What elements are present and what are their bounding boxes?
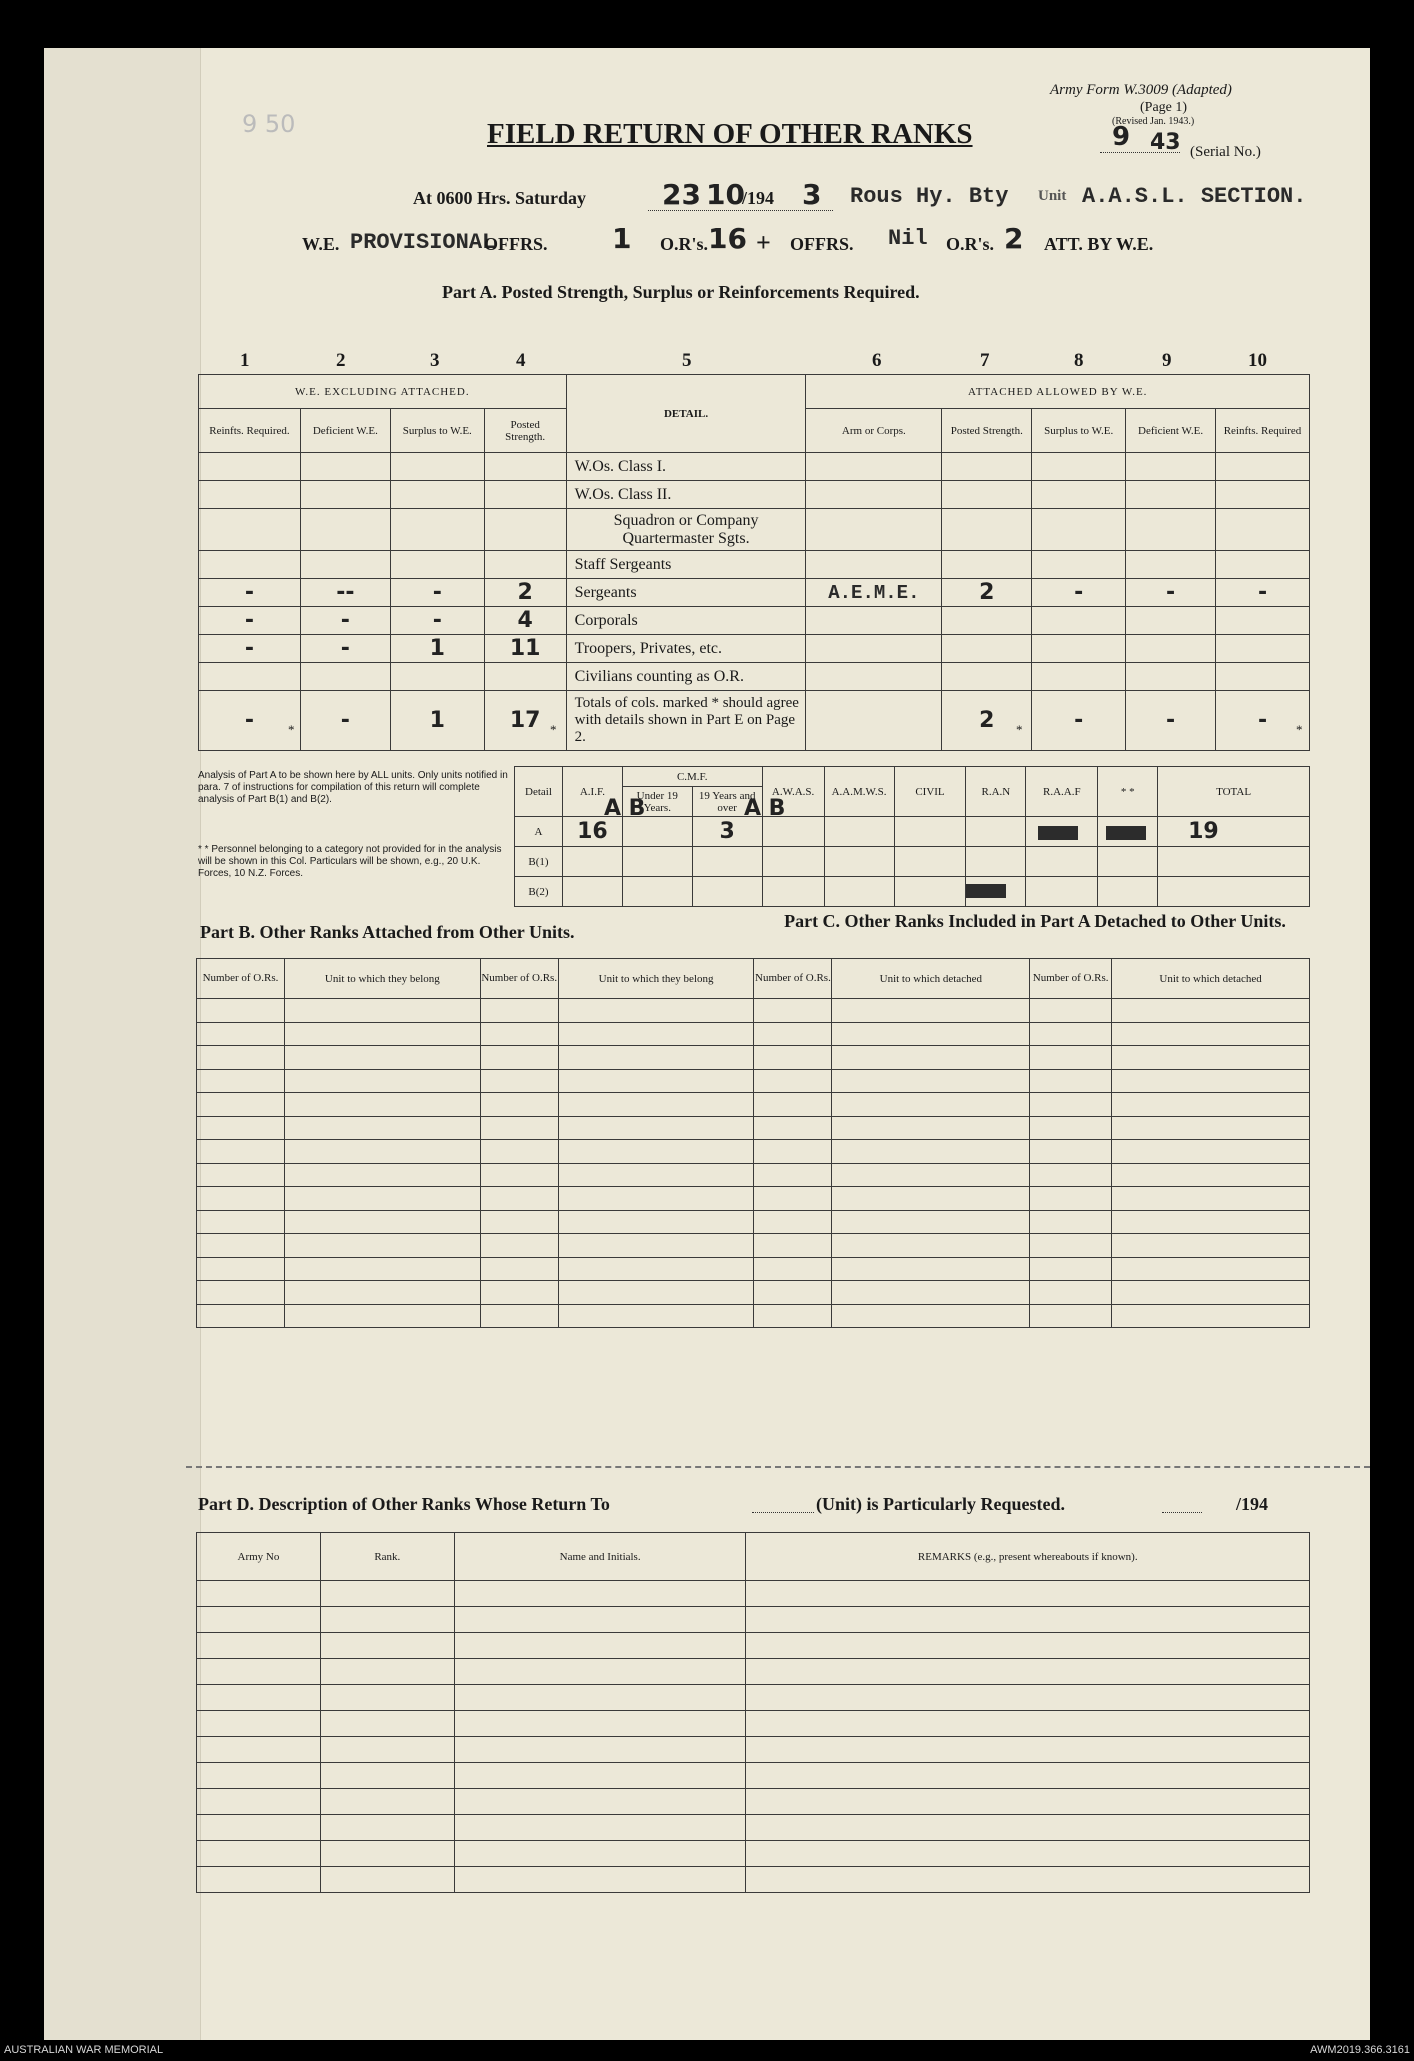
row-wo2-c1 bbox=[199, 481, 301, 509]
unit-typed: Rous Hy. Bty bbox=[850, 184, 1009, 209]
analysis-table bbox=[514, 766, 1310, 907]
row-pte-c6 bbox=[806, 635, 942, 663]
row-sgt-c7: 2 bbox=[942, 579, 1032, 607]
serial-year: 43 bbox=[1150, 130, 1181, 155]
offrs-value: 1 bbox=[612, 222, 632, 255]
row-ssgt-c3 bbox=[390, 551, 484, 579]
part-a-table bbox=[198, 374, 1310, 751]
detail-header: DETAIL. bbox=[566, 375, 806, 453]
row-cpl-c8 bbox=[1032, 607, 1126, 635]
blank-row bbox=[197, 1841, 1310, 1867]
offrs-label: OFFRS. bbox=[484, 234, 548, 254]
row-civ-c8 bbox=[1032, 663, 1126, 691]
row-wo2-detail: W.Os. Class II. bbox=[566, 481, 806, 509]
row-pte-c4: 11 bbox=[484, 635, 566, 663]
blank-row bbox=[197, 1711, 1310, 1737]
col-num-6: 6 bbox=[872, 350, 882, 371]
sub-header-posted: Posted Strength. bbox=[484, 409, 566, 453]
totals-c7: 2 bbox=[942, 691, 1032, 751]
row-cqms-detail: Squadron or Company Quartermaster Sgts. bbox=[566, 509, 806, 551]
row-cpl-c9 bbox=[1126, 607, 1216, 635]
row-wo2-c7 bbox=[942, 481, 1032, 509]
blank-row bbox=[197, 1581, 1310, 1607]
row-cpl-c3: - bbox=[390, 607, 484, 635]
hand-ab-cmf: A B bbox=[744, 796, 786, 821]
partb-num-header-2: Number of O.Rs. bbox=[480, 959, 558, 999]
row-ssgt-c2 bbox=[300, 551, 390, 579]
margin-mark: 9 50 bbox=[242, 110, 296, 138]
row-wo1-c9 bbox=[1126, 453, 1216, 481]
sub-header-surplus: Surplus to W.E. bbox=[390, 409, 484, 453]
blank-row bbox=[197, 1281, 1310, 1305]
table-row bbox=[199, 635, 1310, 663]
partc-unit-header-2: Unit to which detached bbox=[1112, 959, 1310, 999]
civil-header: CIVIL bbox=[894, 767, 966, 817]
awas-header: A.W.A.S. bbox=[762, 767, 824, 817]
totals-c2: - bbox=[300, 691, 390, 751]
ors2-value: 2 bbox=[1004, 222, 1024, 255]
row-cpl-c2: - bbox=[300, 607, 390, 635]
table-row bbox=[199, 481, 1310, 509]
section-typed: A.A.S.L. SECTION. bbox=[1082, 184, 1307, 209]
part-d-date-line bbox=[1162, 1512, 1202, 1513]
analysis-aamws-a bbox=[824, 817, 894, 847]
row-pte-c8 bbox=[1032, 635, 1126, 663]
row-ssgt-c9 bbox=[1126, 551, 1216, 579]
row-pte-detail: Troopers, Privates, etc. bbox=[566, 635, 806, 663]
row-sgt-c10: - bbox=[1216, 579, 1310, 607]
serial-label: (Serial No.) bbox=[1190, 144, 1261, 160]
partd-col-army-no: Army No bbox=[197, 1533, 321, 1581]
row-pte-c2: - bbox=[300, 635, 390, 663]
blank-row bbox=[197, 999, 1310, 1023]
totals-c6 bbox=[806, 691, 942, 751]
part-bc-body bbox=[197, 999, 1310, 1328]
part-d-unit-line bbox=[752, 1512, 814, 1513]
hand-ab-aif: A B bbox=[604, 796, 646, 821]
row-ssgt-c10 bbox=[1216, 551, 1310, 579]
date-year: 3 bbox=[802, 178, 822, 211]
analysis-total-a: 19 bbox=[1158, 817, 1310, 847]
row-pte-c1: - bbox=[199, 635, 301, 663]
row-civ-c1 bbox=[199, 663, 301, 691]
analysis-civil-a bbox=[894, 817, 966, 847]
we-label: W.E. bbox=[302, 234, 340, 254]
sub-header-deficient: Deficient W.E. bbox=[300, 409, 390, 453]
sub-header-reinfts: Reinfts. Required. bbox=[199, 409, 301, 453]
row-wo2-c9 bbox=[1126, 481, 1216, 509]
blank-row bbox=[197, 1163, 1310, 1187]
blank-row bbox=[197, 1140, 1310, 1164]
row-cqms-c7 bbox=[942, 509, 1032, 551]
row-ssgt-c4 bbox=[484, 551, 566, 579]
row-civ-c10 bbox=[1216, 663, 1310, 691]
analysis-row-label-b2: B(2) bbox=[515, 877, 563, 907]
partb-unit-header-1: Unit to which they belong bbox=[284, 959, 480, 999]
totals-c4: 17 bbox=[484, 691, 566, 751]
row-wo1-c8 bbox=[1032, 453, 1126, 481]
row-wo2-c8 bbox=[1032, 481, 1126, 509]
row-ssgt-c6 bbox=[806, 551, 942, 579]
blank-row bbox=[197, 1187, 1310, 1211]
row-ssgt-detail: Staff Sergeants bbox=[566, 551, 806, 579]
starstar-header: * * bbox=[1098, 767, 1158, 817]
row-sgt-c8: - bbox=[1032, 579, 1126, 607]
row-civ-c6 bbox=[806, 663, 942, 691]
blank-row bbox=[197, 1069, 1310, 1093]
part-d-date-tail: /194 bbox=[1236, 1494, 1269, 1514]
row-wo1-c4 bbox=[484, 453, 566, 481]
serial-handwritten: 9 bbox=[1112, 122, 1131, 152]
row-sgt-c6: A.E.M.E. bbox=[806, 579, 942, 607]
table-row bbox=[199, 551, 1310, 579]
row-pte-c9 bbox=[1126, 635, 1216, 663]
row-civ-c7 bbox=[942, 663, 1032, 691]
row-sgt-c4: 2 bbox=[484, 579, 566, 607]
col-num-9: 9 bbox=[1162, 350, 1172, 371]
att-allowed-header: ATTACHED ALLOWED BY W.E. bbox=[806, 375, 1310, 409]
blank-row bbox=[197, 1633, 1310, 1659]
row-cpl-c7 bbox=[942, 607, 1032, 635]
analysis-aif-a: 16 bbox=[562, 817, 622, 847]
sub-header-arm-corps: Arm or Corps. bbox=[806, 409, 942, 453]
totals-c10: - bbox=[1216, 691, 1310, 751]
blank-row bbox=[197, 1763, 1310, 1789]
redaction-civil bbox=[966, 884, 1006, 898]
date-day: 23 bbox=[662, 178, 701, 211]
blank-row bbox=[197, 1607, 1310, 1633]
raaf-header: R.A.A.F bbox=[1026, 767, 1098, 817]
analysis-row-label-b1: B(1) bbox=[515, 847, 563, 877]
partd-col-name: Name and Initials. bbox=[454, 1533, 746, 1581]
star-col1: * bbox=[288, 722, 295, 737]
row-cqms-c9 bbox=[1126, 509, 1216, 551]
table-row bbox=[199, 453, 1310, 481]
partc-num-header-2: Number of O.Rs. bbox=[1030, 959, 1112, 999]
row-cqms-c6 bbox=[806, 509, 942, 551]
totals-c1: - bbox=[199, 691, 301, 751]
row-civ-detail: Civilians counting as O.R. bbox=[566, 663, 806, 691]
paper-edge bbox=[44, 48, 201, 2040]
row-wo2-c3 bbox=[390, 481, 484, 509]
army-form-label: Army Form W.3009 (Adapted) bbox=[1050, 82, 1232, 98]
col-num-3: 3 bbox=[430, 350, 440, 371]
blank-row bbox=[197, 1685, 1310, 1711]
row-cqms-c4 bbox=[484, 509, 566, 551]
under19-header: Under 19 Years. bbox=[622, 787, 692, 817]
row-wo1-c1 bbox=[199, 453, 301, 481]
analysis-row-a bbox=[515, 817, 1310, 847]
row-pte-c7 bbox=[942, 635, 1032, 663]
analysis-under19-a bbox=[622, 817, 692, 847]
star-col4: * bbox=[550, 722, 557, 737]
row-cqms-c10 bbox=[1216, 509, 1310, 551]
row-wo1-c7 bbox=[942, 453, 1032, 481]
row-sgt-c9: - bbox=[1126, 579, 1216, 607]
row-wo1-c10 bbox=[1216, 453, 1310, 481]
page-label: (Page 1) bbox=[1140, 100, 1188, 115]
plus-sign: + bbox=[756, 228, 771, 257]
blank-row bbox=[197, 1093, 1310, 1117]
row-ssgt-c1 bbox=[199, 551, 301, 579]
totals-detail: Totals of cols. marked * should agree with details shown in Part E on Page 2. bbox=[566, 691, 806, 751]
table-row bbox=[199, 509, 1310, 551]
serial-line bbox=[1100, 152, 1180, 153]
redaction-ran bbox=[1038, 826, 1078, 840]
analysis-row-b2 bbox=[515, 877, 1310, 907]
blank-row bbox=[197, 1116, 1310, 1140]
cmf-header: C.M.F. bbox=[622, 767, 762, 787]
part-bc-table bbox=[196, 958, 1310, 1328]
date-prefix: /194 bbox=[742, 188, 775, 208]
row-cqms-c3 bbox=[390, 509, 484, 551]
blank-row bbox=[197, 1815, 1310, 1841]
row-wo1-c3 bbox=[390, 453, 484, 481]
offrs2-value: Nil bbox=[888, 226, 928, 251]
part-a-heading: Part A. Posted Strength, Surplus or Reinforcements Required. bbox=[442, 282, 920, 302]
blank-row bbox=[197, 1257, 1310, 1281]
analysis-note-2: * * Personnel belonging to a category not provided for in the analysis will be shown in this Col. Particulars will be shown, e.g., 20 U.K. Forces, 10 N.Z. Forces. bbox=[198, 844, 502, 879]
part-d-body bbox=[197, 1581, 1310, 1893]
row-civ-c9 bbox=[1126, 663, 1216, 691]
row-wo2-c6 bbox=[806, 481, 942, 509]
col-num-5: 5 bbox=[682, 350, 692, 371]
row-sgt-detail: Sergeants bbox=[566, 579, 806, 607]
ors-value: 16 bbox=[708, 222, 747, 255]
part-d-table bbox=[196, 1532, 1310, 1893]
row-wo2-c2 bbox=[300, 481, 390, 509]
at-hours-label: At 0600 Hrs. Saturday bbox=[413, 188, 587, 208]
star-col10: * bbox=[1296, 722, 1303, 737]
blank-row bbox=[197, 1659, 1310, 1685]
row-civ-c4 bbox=[484, 663, 566, 691]
row-wo2-c4 bbox=[484, 481, 566, 509]
partb-num-header-1: Number of O.Rs. bbox=[197, 959, 285, 999]
row-cpl-c6 bbox=[806, 607, 942, 635]
row-sgt-c3: - bbox=[390, 579, 484, 607]
analysis-detail-header: Detail bbox=[515, 767, 563, 817]
offrs2-label: OFFRS. bbox=[790, 234, 854, 254]
col-num-1: 1 bbox=[240, 350, 250, 371]
we-excl-header: W.E. EXCLUDING ATTACHED. bbox=[199, 375, 567, 409]
partb-unit-header-2: Unit to which they belong bbox=[558, 959, 754, 999]
row-wo1-detail: W.Os. Class I. bbox=[566, 453, 806, 481]
row-civ-c3 bbox=[390, 663, 484, 691]
row-sgt-c2: -- bbox=[300, 579, 390, 607]
part-c-heading: Part C. Other Ranks Included in Part A Detached to Other Units. bbox=[784, 911, 1286, 931]
part-d-heading-tail: (Unit) is Particularly Requested. bbox=[816, 1494, 1065, 1514]
analysis-over19-a: 3 bbox=[692, 817, 762, 847]
totals-row bbox=[199, 691, 1310, 751]
row-pte-c10 bbox=[1216, 635, 1310, 663]
blank-row bbox=[197, 1867, 1310, 1893]
partd-col-rank: Rank. bbox=[320, 1533, 454, 1581]
totals-c9: - bbox=[1126, 691, 1216, 751]
row-cpl-detail: Corporals bbox=[566, 607, 806, 635]
blank-row bbox=[197, 1210, 1310, 1234]
totals-c3: 1 bbox=[390, 691, 484, 751]
row-wo2-c10 bbox=[1216, 481, 1310, 509]
table-row bbox=[199, 663, 1310, 691]
unit-label: Unit bbox=[1038, 188, 1067, 204]
revised-label: (Revised Jan. 1943.) bbox=[1112, 116, 1195, 127]
col-num-4: 4 bbox=[516, 350, 526, 371]
part-d-heading: Part D. Description of Other Ranks Whose Return To bbox=[198, 1494, 610, 1514]
blank-row bbox=[197, 1737, 1310, 1763]
footer-left: AUSTRALIAN WAR MEMORIAL bbox=[4, 2044, 164, 2056]
analysis-ran-a bbox=[966, 817, 1026, 847]
col-num-10: 10 bbox=[1248, 350, 1267, 371]
row-cpl-c1: - bbox=[199, 607, 301, 635]
partc-num-header-1: Number of O.Rs. bbox=[754, 959, 832, 999]
partd-col-remarks: REMARKS (e.g., present whereabouts if known). bbox=[746, 1533, 1310, 1581]
ran-header: R.A.N bbox=[966, 767, 1026, 817]
blank-row bbox=[197, 1046, 1310, 1070]
col-num-8: 8 bbox=[1074, 350, 1084, 371]
row-cqms-c8 bbox=[1032, 509, 1126, 551]
ors2-label: O.R's. bbox=[946, 234, 995, 254]
blank-row bbox=[197, 1789, 1310, 1815]
col-num-2: 2 bbox=[336, 350, 346, 371]
row-wo1-c6 bbox=[806, 453, 942, 481]
table-row bbox=[199, 579, 1310, 607]
tear-line bbox=[186, 1466, 1370, 1468]
table-row bbox=[199, 607, 1310, 635]
analysis-note-1: Analysis of Part A to be shown here by ALL units. Only units notified in para. 7 of instructions for compilation of this return will complete analysis of Part B(1) and B(2). bbox=[198, 770, 508, 805]
we-value: PROVISIONAL bbox=[350, 230, 496, 255]
analysis-row-b1 bbox=[515, 847, 1310, 877]
ors-label: O.R's. bbox=[660, 234, 709, 254]
row-wo1-c2 bbox=[300, 453, 390, 481]
blank-row bbox=[197, 1022, 1310, 1046]
att-label: ATT. BY W.E. bbox=[1044, 234, 1154, 254]
row-ssgt-c8 bbox=[1032, 551, 1126, 579]
star-col7: * bbox=[1016, 722, 1023, 737]
sub-header-att-posted: Posted Strength. bbox=[942, 409, 1032, 453]
total-header: TOTAL bbox=[1158, 767, 1310, 817]
row-sgt-c1: - bbox=[199, 579, 301, 607]
row-civ-c2 bbox=[300, 663, 390, 691]
row-cpl-c4: 4 bbox=[484, 607, 566, 635]
over19-header: 19 Years and over bbox=[692, 787, 762, 817]
redaction-raaf bbox=[1106, 826, 1146, 840]
aamws-header: A.A.M.W.S. bbox=[824, 767, 894, 817]
totals-c8: - bbox=[1032, 691, 1126, 751]
part-b-heading: Part B. Other Ranks Attached from Other Units. bbox=[200, 922, 575, 942]
aif-header: A.I.F. bbox=[562, 767, 622, 817]
row-pte-c3: 1 bbox=[390, 635, 484, 663]
partc-unit-header-1: Unit to which detached bbox=[832, 959, 1030, 999]
row-ssgt-c7 bbox=[942, 551, 1032, 579]
col-num-7: 7 bbox=[980, 350, 990, 371]
footer-right: AWM2019.366.3161 bbox=[1310, 2044, 1410, 2056]
analysis-row-label-a: A bbox=[515, 817, 563, 847]
analysis-awas-a bbox=[762, 817, 824, 847]
row-cqms-c2 bbox=[300, 509, 390, 551]
row-cpl-c10 bbox=[1216, 607, 1310, 635]
blank-row bbox=[197, 1234, 1310, 1258]
sub-header-att-reinfts: Reinfts. Required bbox=[1216, 409, 1310, 453]
sub-header-att-surplus: Surplus to W.E. bbox=[1032, 409, 1126, 453]
row-cqms-c1 bbox=[199, 509, 301, 551]
page-title: FIELD RETURN OF OTHER RANKS bbox=[487, 118, 973, 150]
sub-header-att-deficient: Deficient W.E. bbox=[1126, 409, 1216, 453]
blank-row bbox=[197, 1304, 1310, 1328]
date-month: 10 bbox=[706, 178, 745, 211]
